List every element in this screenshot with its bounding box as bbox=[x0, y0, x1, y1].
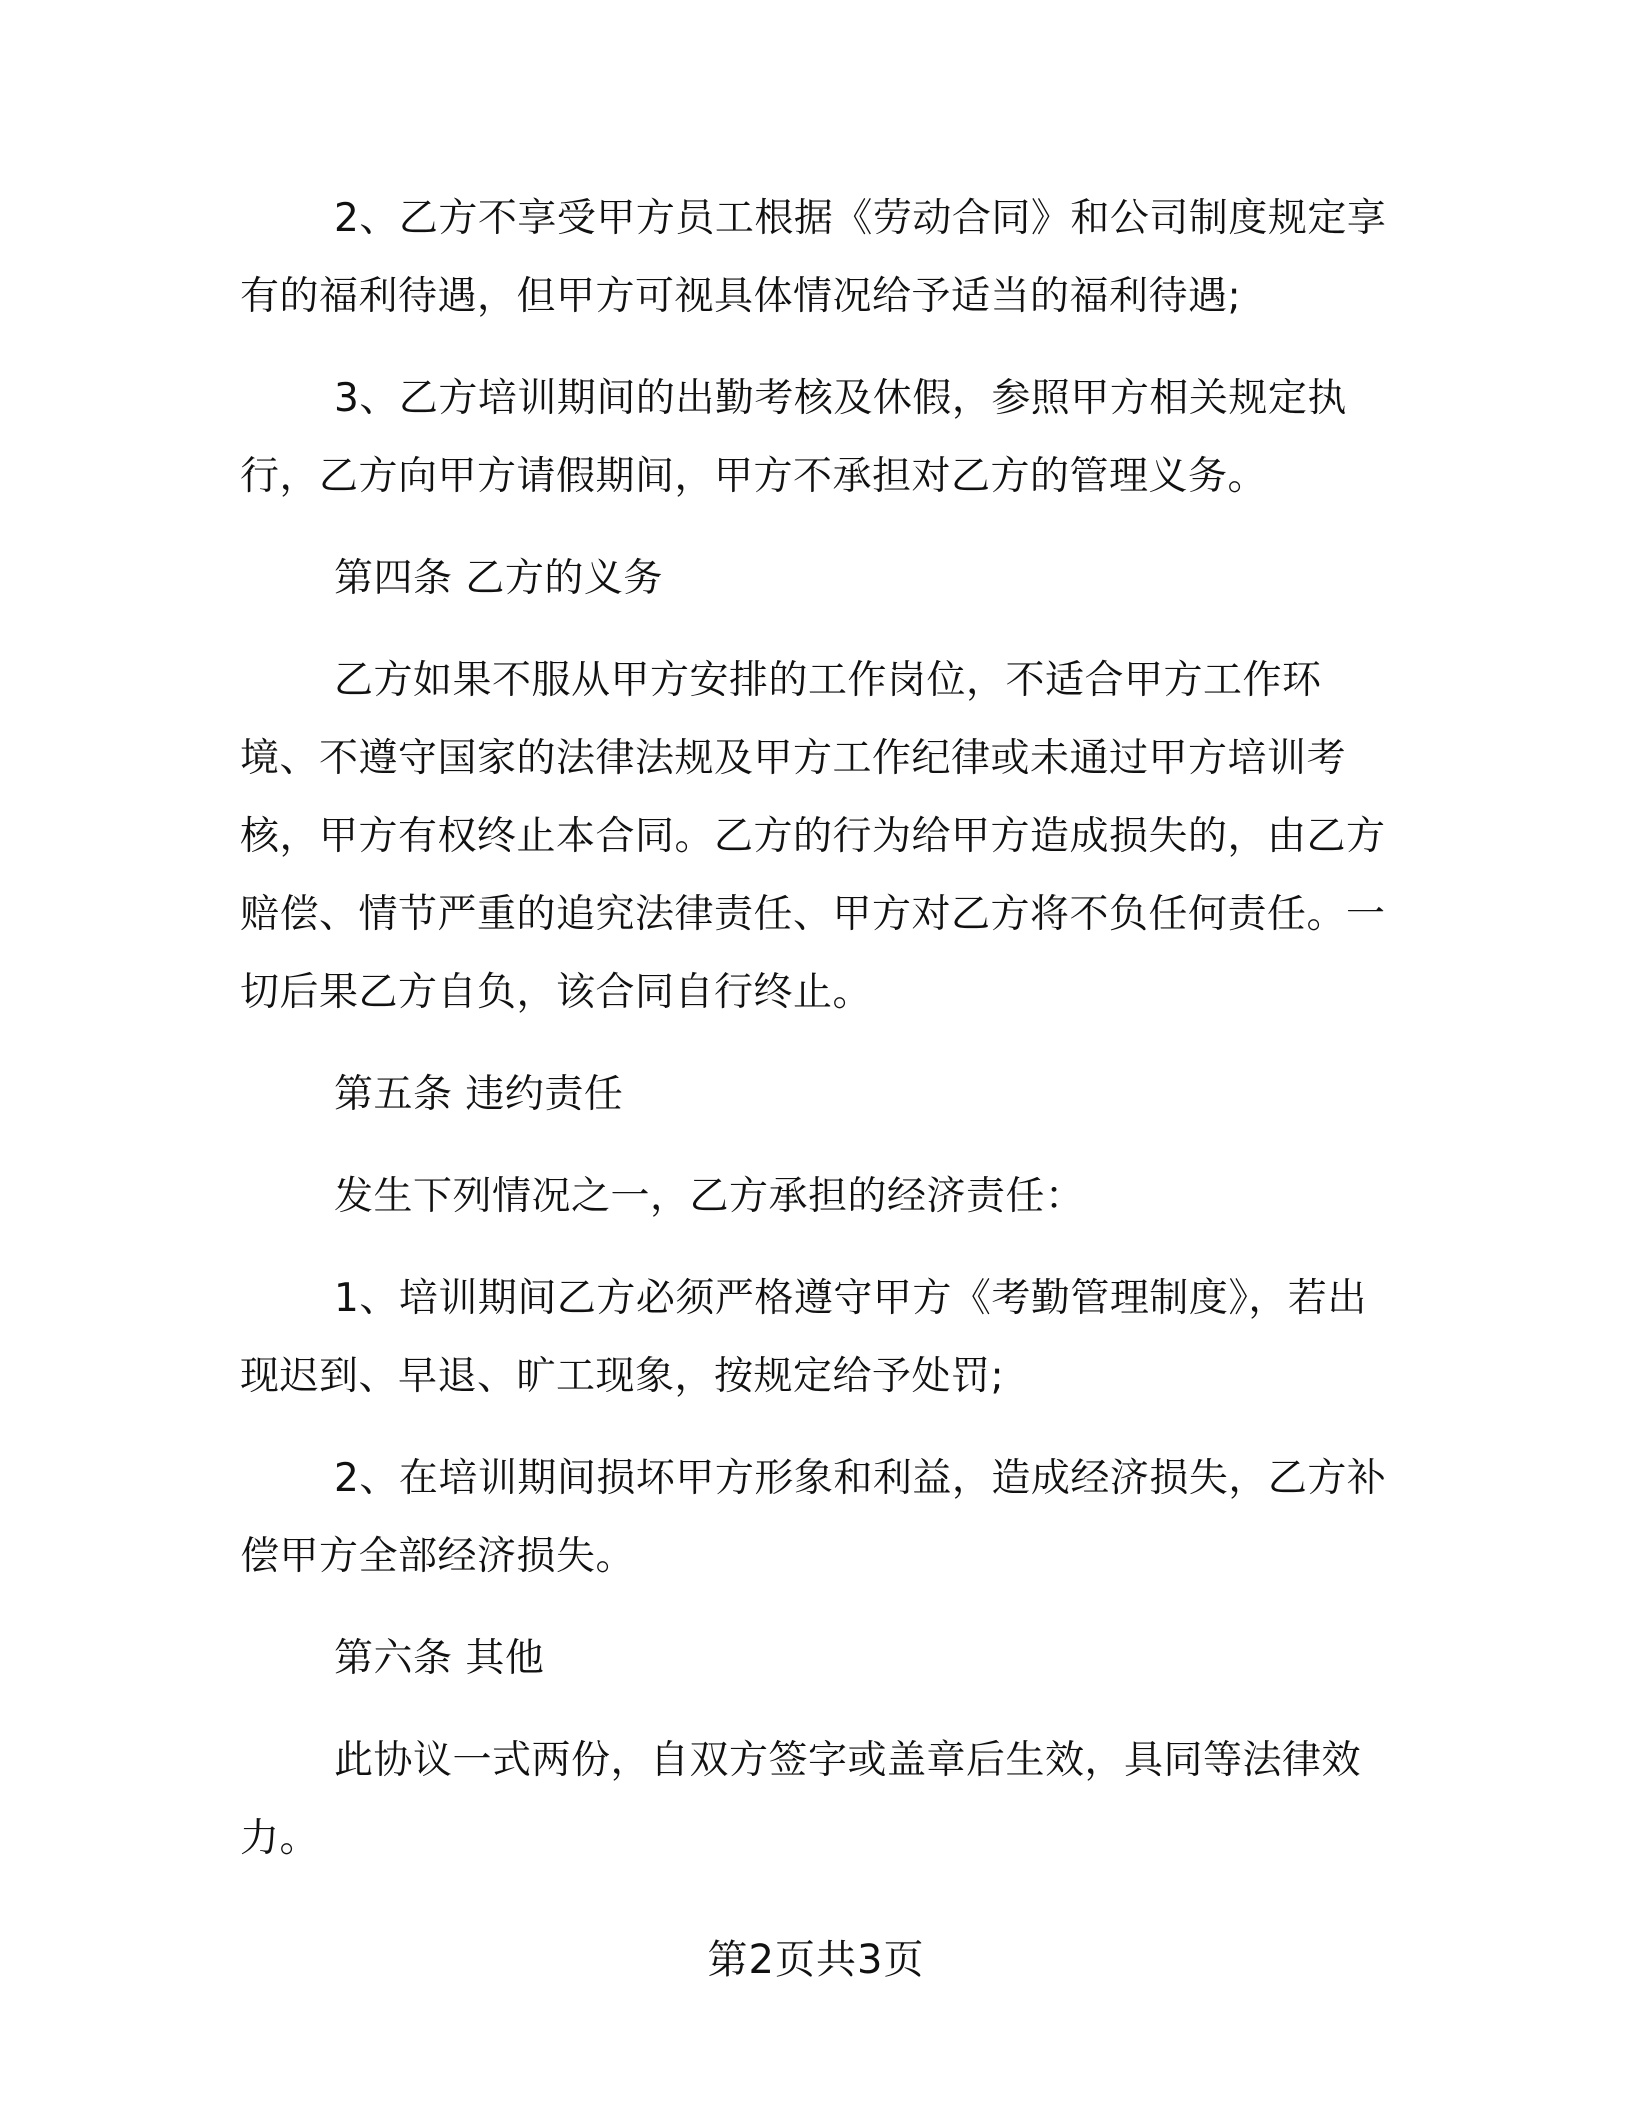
article-5-heading: 第五条 违约责任 bbox=[334, 1072, 624, 1117]
article-6-heading: 第六条 其他 bbox=[334, 1636, 545, 1681]
clause-3-item-3: 3、乙方培训期间的出勤考核及休假，参照甲方相关规定执行，乙方向甲方请假期间，甲方不承担对乙方的管理义务。 bbox=[240, 376, 1347, 499]
article-5-item-2: 2、在培训期间损坏甲方形象和利益，造成经济损失，乙方补偿甲方全部经济损失。 bbox=[240, 1456, 1387, 1579]
article-6-body: 此协议一式两份，自双方签字或盖章后生效，具同等法律效力。 bbox=[240, 1738, 1362, 1861]
article-5-intro: 发生下列情况之一，乙方承担的经济责任： bbox=[334, 1174, 1085, 1219]
article-4-heading: 第四条 乙方的义务 bbox=[334, 556, 663, 601]
page-number-footer: 第2页共3页 bbox=[707, 1937, 925, 1983]
article-5-item-1: 1、培训期间乙方必须严格遵守甲方《考勤管理制度》，若出现迟到、早退、旷工现象，按规定给予处罚; bbox=[240, 1276, 1367, 1399]
document-body bbox=[240, 180, 1400, 1902]
clause-3-item-2: 2、乙方不享受甲方员工根据《劳动合同》和公司制度规定享有的福利待遇，但甲方可视具体情况给予适当的福利待遇; bbox=[240, 196, 1387, 319]
article-4-body: 乙方如果不服从甲方安排的工作岗位，不适合甲方工作环境、不遵守国家的法律法规及甲方工作纪律或未通过甲方培训考核，甲方有权终止本合同。乙方的行为给甲方造成损失的，由乙方赔偿、情节严重的追究法律责任、甲方对乙方将不负任何责任。一切后果乙方自负，该合同自行终止。 bbox=[240, 658, 1386, 1015]
